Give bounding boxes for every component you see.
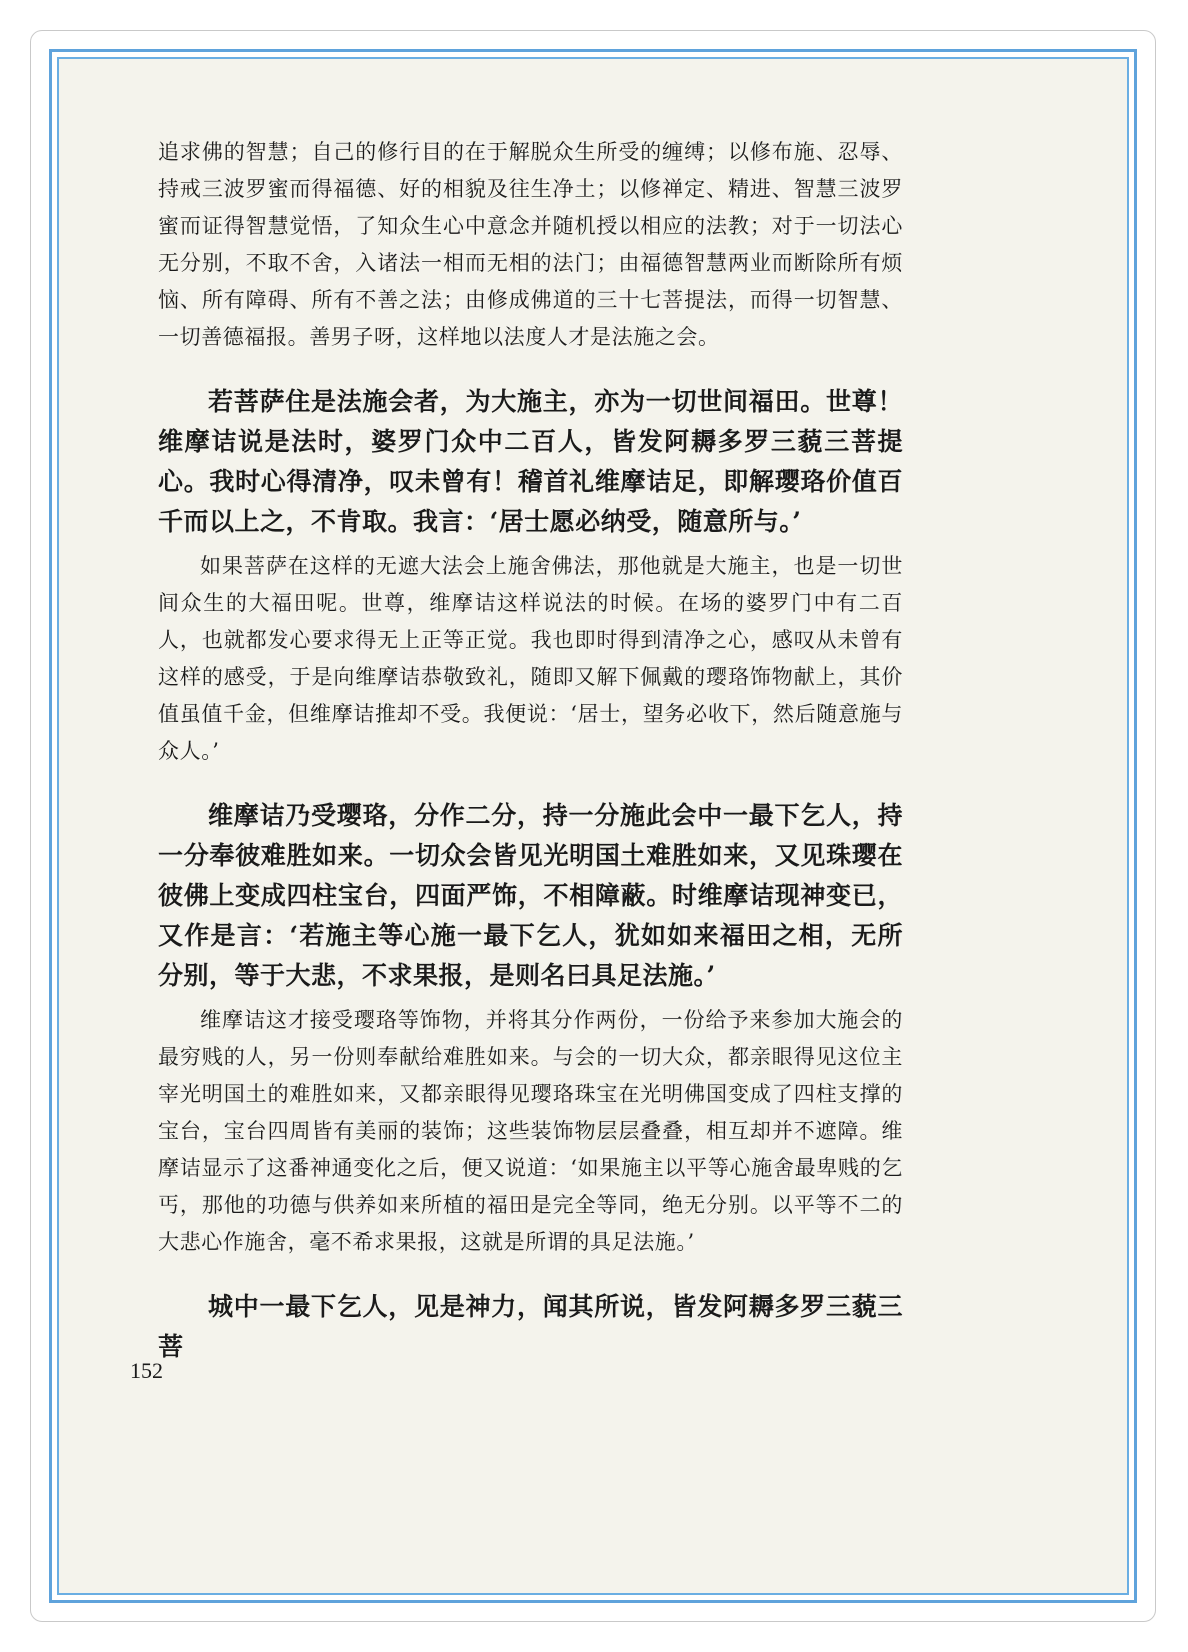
page-number: 152 bbox=[130, 1358, 163, 1383]
page-content bbox=[158, 134, 903, 1367]
sutra-paragraph-3: 城中一最下乞人，见是神力，闻其所说，皆发阿耨多罗三藐三菩 bbox=[158, 1292, 903, 1361]
translation-paragraph-3: 维摩诘这才接受璎珞等饰物，并将其分作两份，一份给予来参加大施会的最穷贱的人，另一份则奉献给难胜如来。与会的一切大众，都亲眼得见这位主宰光明国土的难胜如来，又都亲眼得见璎珞珠宝在光明佛国变成了四柱支撑的宝台，宝台四周皆有美丽的装饰；这些装饰物层层叠叠，相互却并不遮障。维摩诘显示了这番神通变化之后，便又说道：‘如果施主以平等心施舍最卑贱的乞丐，那他的功德与供养如来所植的福田是完全等同，绝无分别。以平等不二的大悲心作施舍，毫不希求果报，这就是所谓的具足法施。’ bbox=[158, 1008, 903, 1254]
sutra-paragraph-2: 维摩诘乃受璎珞，分作二分，持一分施此会中一最下乞人，持一分奉彼难胜如来。一切众会皆见光明国土难胜如来，又见珠璎在彼佛上变成四柱宝台，四面严饰，不相障蔽。时维摩诘现神变已，又作是言：‘若施主等心施一最下乞人，犹如如来福田之相，无所分别，等于大悲，不求果报，是则名曰具足法施。’ bbox=[158, 801, 903, 990]
sutra-paragraph-1: 若菩萨住是法施会者，为大施主，亦为一切世间福田。世尊！维摩诘说是法时，婆罗门众中二百人，皆发阿耨多罗三藐三菩提心。我时心得清净，叹未曾有！稽首礼维摩诘足，即解璎珞价值百千而以上之，不肯取。我言：‘居士愿必纳受，随意所与。’ bbox=[158, 387, 903, 536]
translation-paragraph-2: 如果菩萨在这样的无遮大法会上施舍佛法，那他就是大施主，也是一切世间众生的大福田呢。世尊，维摩诘这样说法的时候。在场的婆罗门中有二百人，也就都发心要求得无上正等正觉。我也即时得到清净之心，感叹从未曾有这样的感受，于是向维摩诘恭敬致礼，随即又解下佩戴的璎珞饰物献上，其价值虽值千金，但维摩诘推却不受。我便说：‘居士，望务必收下，然后随意施与众人。’ bbox=[158, 554, 903, 763]
translation-paragraph-1: 追求佛的智慧；自己的修行目的在于解脱众生所受的缠缚；以修布施、忍辱、持戒三波罗蜜而得福德、好的相貌及往生净土；以修禅定、精进、智慧三波罗蜜而证得智慧觉悟，了知众生心中意念并随机授以相应的法教；对于一切法心无分别，不取不舍，入诸法一相而无相的法门；由福德智慧两业而断除所有烦恼、所有障碍、所有不善之法；由修成佛道的三十七菩提法，而得一切智慧、一切善德福报。善男子呀，这样地以法度人才是法施之会。 bbox=[158, 140, 903, 349]
